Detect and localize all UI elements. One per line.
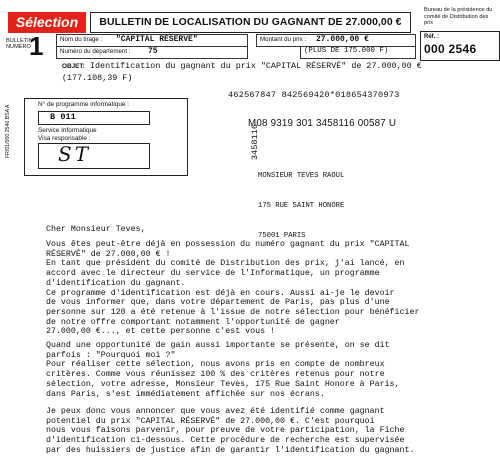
letter-line: parfois : "Pourquoi moi ?" [46,350,176,360]
selection-logo: Sélection [8,12,86,33]
recipient-street: 175 RUE SAINT HONORE [258,202,345,210]
recipient-city: 75001 PARIS [258,232,306,240]
letter-line: Ce programme d'identification est déjà en cours. Aussi ai-je le devoir [46,288,395,298]
recipient-address [258,151,344,251]
tirage-value: "CAPITAL RÉSERVÉ" [116,35,198,44]
objet-label: OBJET: [62,63,85,70]
letter-line: nous vous faisons parvenir, pour preuve de votre participation, la Fiche [46,426,405,436]
letter-line: Je peux donc vous annoncer que vous avez été identifié comme gagnant [46,407,385,416]
department-value: 75 [148,47,158,56]
letter-line: En tant que président du comité de Distribution des prix, j'ai lancé, en [46,259,405,269]
handwritten-signature: ST [58,142,92,166]
recipient-name: MONSIEUR TEVES RAOUL [258,172,345,180]
letter-line: Pour réaliser cette sélection, nous avons pris en compte de nombreux [46,360,385,370]
letter-line: personne sur 120 a été retenue à l'issue de notre sélection pour bénéficier [46,307,420,317]
tirage-label: Nom du tirage : [60,36,103,43]
amount-note: (PLUS DE 175.000 F) [304,47,389,55]
program-label: N° de programme informatique : [38,101,129,108]
amount-value: 27.000,00 € [316,35,369,44]
reference-label: Réf. : [424,34,439,40]
side-reference-code: FR/01/000 2546 BSA A [5,104,11,158]
objet-line-1: Identification du gagnant du prix "CAPITAL RÉSERVÉ" de 27.000,00 € [90,61,422,71]
letter-line: sélection, votre adresse, Monsieur Teves, 175 Rue Saint Honore à Paris, [46,379,400,389]
objet-line-2: (177.108,39 F) [62,73,133,83]
letter-line: dans Paris, s'est immédiatement affichée sur nos écrans. [46,389,325,399]
letter-line: 27.000,00 €..., et cette personne c'est vous ! [46,327,276,337]
letter-paragraph-3 [46,407,414,456]
letter-paragraph-1 [46,240,419,337]
letter-line: d'identification du gagnant. [46,278,186,288]
vertical-id-code: 3458116 [250,124,260,161]
routing-code-line: M08 9319 301 3458116 00587 U [248,118,397,129]
letter-line: de notre offre comportant notamment l'opportunité de gagner [46,317,340,327]
signature-field [38,143,150,169]
letter-greeting: Cher Monsieur Teves, [46,225,146,234]
visa-label: Visa responsable : [38,134,91,142]
bulletin-title: BULLETIN DE LOCALISATION DU GAGNANT DE 27.000,00 € [90,12,411,33]
letter-paragraph-2 [46,341,400,399]
service-label [38,127,148,142]
bulletin-number: 1 [29,31,44,61]
letter-line: RÉSERVÉ" de 27.000,00 € ! [46,249,171,259]
letter-line: de vous informer que, dans votre département de Paris, pas plus d'une [46,298,390,308]
letter-line: Vous êtes peut-être déjà en possession du numéro gagnant du prix "CAPITAL [46,240,410,249]
program-value: B 011 [50,112,76,122]
barcode-number-line: 462567847 842569420*018654370973 [228,90,400,100]
amount-label: Montant du prix : [260,36,307,43]
letter-line: Quand une opportunité de gain aussi importante se présente, on se dit [46,341,390,350]
letter-line: d'identification ci-dessous. Cette procédure de recherche est supervisée [46,436,405,446]
bulletin-number-label: BULLETIN NUMÉRO [6,38,33,51]
letter-line: critères. Comme vous réunissez 100 % des critères retenus pour notre [46,370,385,380]
letter-line: accord avec le directeur du service de l'Informatique, un programme [46,269,380,279]
reference-number: 000 2546 [424,42,477,56]
department-label: Numéro du département : [60,48,131,55]
bureau-label: Bureau de la présidence du comité de Distribution des prix [424,7,493,27]
letter-line: par des huissiers de justice afin de garantir l'identification du gagnant. [46,445,415,455]
letter-line: potentiel du prix "CAPITAL RÉSERVÉ" de 27.000,00 €. C'est pourquoi [46,416,375,426]
service-name: Service Informatique [38,127,97,134]
